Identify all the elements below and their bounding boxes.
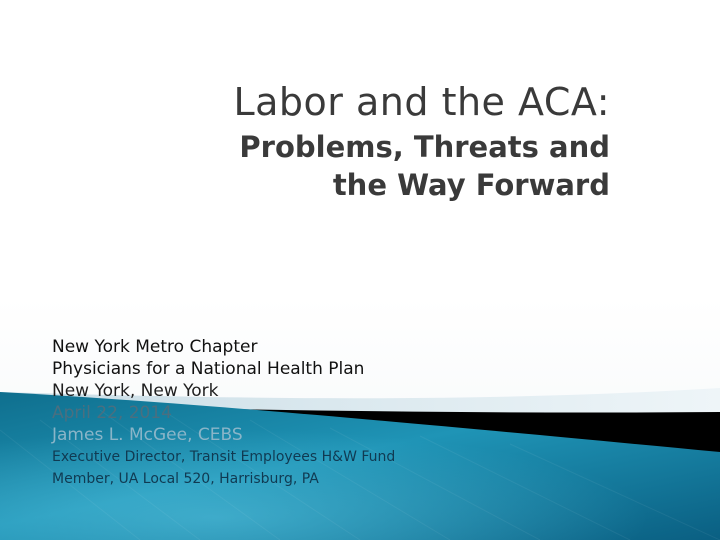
title-sub-line-1: Problems, Threats and <box>239 130 610 164</box>
subtitle-date: April 22, 2014 <box>52 403 172 423</box>
subtitle-block <box>52 336 652 490</box>
subtitle-location: New York, New York <box>52 381 219 401</box>
title-main: Labor and the ACA: <box>233 80 610 124</box>
subtitle-speaker-membership: Member, UA Local 520, Harrisburg, PA <box>52 471 319 487</box>
subtitle-chapter: New York Metro Chapter <box>52 337 258 357</box>
subtitle-speaker-role: Executive Director, Transit Employees H&W Fund <box>52 449 396 465</box>
title-block <box>150 80 610 204</box>
subtitle-organization: Physicians for a National Health Plan <box>52 359 365 379</box>
title-sub-line-2: the Way Forward <box>332 168 610 202</box>
subtitle-speaker: James L. McGee, CEBS <box>52 425 243 445</box>
